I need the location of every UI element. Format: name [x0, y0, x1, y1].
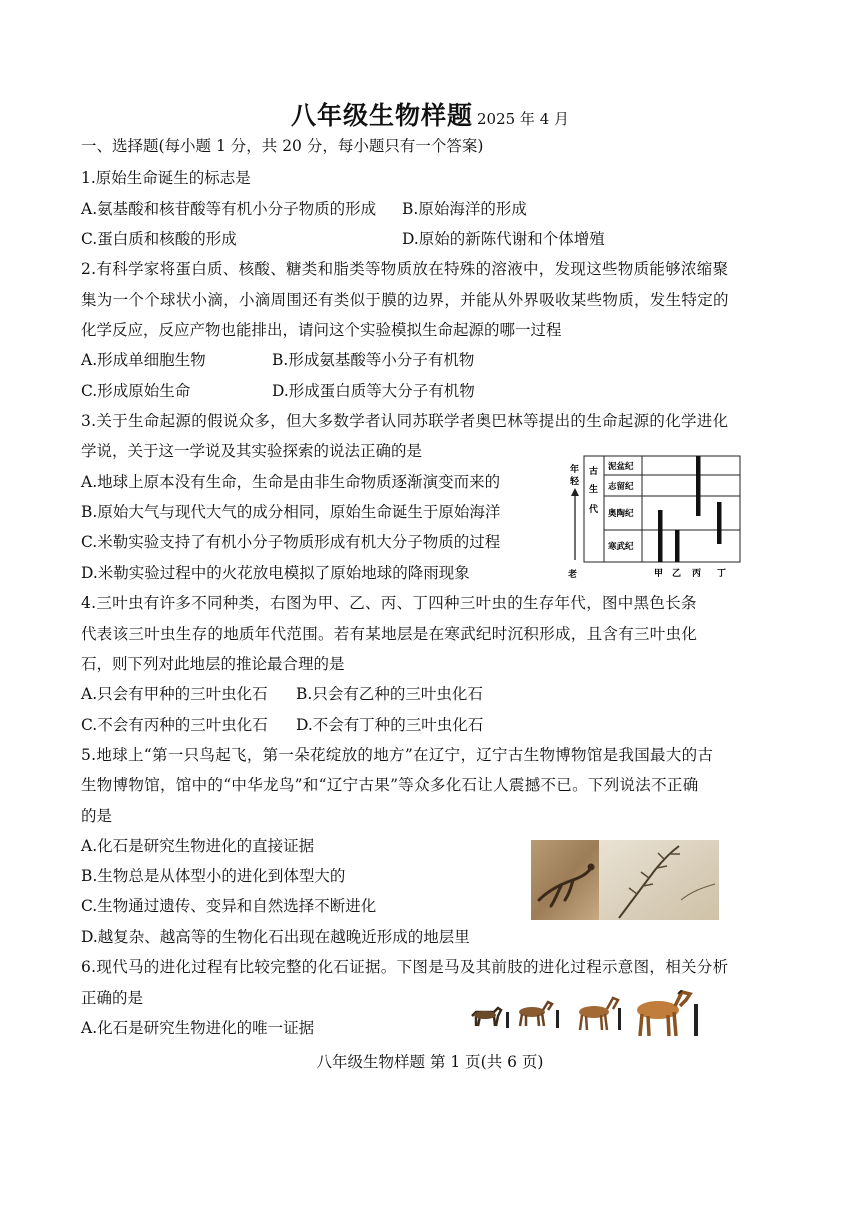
q5-option-b: B.生物总是从体型小的进化到体型大的	[81, 867, 346, 885]
range-bar-bing	[696, 456, 701, 516]
q5-option-a: A.化石是研究生物进化的直接证据	[81, 837, 315, 855]
q2-option-d: D.形成蛋白质等大分子有机物	[272, 382, 475, 400]
q2-option-b: B.形成氨基酸等小分子有机物	[272, 351, 475, 369]
trilobite-range-figure	[564, 452, 754, 584]
q1-stem: 1.原始生命诞生的标志是	[81, 169, 251, 187]
q4-line2: 代表该三叶虫生存的地质年代范围。若有某地层是在寒武纪时沉积形成，且含有三叶虫化	[81, 625, 698, 643]
q4-option-d: D.不会有丁种的三叶虫化石	[296, 716, 484, 734]
section-heading: 一、选择题(每小题 1 分，共 20 分，每小题只有一个答案)	[81, 137, 484, 155]
q4-line3: 石，则下列对此地层的推论最合理的是	[81, 655, 345, 673]
exam-date: 2025 年 4 月	[476, 110, 570, 128]
axis-top-char1: 年	[570, 465, 580, 475]
period-label: 寒武纪	[608, 542, 634, 552]
q6-line2: 正确的是	[81, 989, 144, 1007]
era-char-2: 生	[589, 485, 599, 495]
q4-option-b: B.只会有乙种的三叶虫化石	[296, 685, 483, 703]
q3-option-a: A.地球上原本没有生命，生命是由非生命物质逐渐演变而来的	[81, 473, 501, 491]
q6-line1: 6.现代马的进化过程有比较完整的化石证据。下图是马及其前肢的进化过程示意图，相关分析	[81, 958, 729, 976]
q1-option-b: B.原始海洋的形成	[402, 200, 527, 218]
range-bar-jia	[658, 510, 663, 562]
eohippus-stage	[472, 1008, 509, 1028]
q5-option-c: C.生物通过遗传、变异和自然选择不断进化	[81, 897, 377, 915]
period-label: 泥盆纪	[608, 462, 634, 472]
era-char-1: 古	[589, 467, 599, 477]
mesohippus-stage	[519, 1002, 559, 1028]
q4-option-a: A.只会有甲种的三叶虫化石	[81, 685, 268, 703]
q5-option-d: D.越复杂、越高等的生物化石出现在越晚近形成的地层里	[81, 928, 470, 946]
archaefructus-slab	[599, 840, 719, 920]
q3-line2: 学说，关于这一学说及其实验探索的说法正确的是	[81, 442, 423, 460]
q3-line1: 3.关于生命起源的假说众多，但大多数学者认同苏联学者奥巴林等提出的生命起源的化学进化	[81, 412, 729, 430]
fossil-photo	[531, 840, 719, 920]
q2-line2: 集为一个个球状小滴，小滴周围还有类似于膜的边界，并能从外界吸收某些物质，发生特定的	[81, 291, 729, 309]
merychippus-stage	[579, 998, 621, 1030]
period-label: 志留纪	[608, 482, 634, 492]
q4-option-c: C.不会有丙种的三叶虫化石	[81, 716, 268, 734]
q2-option-c: C.形成原始生命	[81, 382, 191, 400]
axis-bottom-label: 老	[568, 570, 578, 580]
range-bar-ding	[717, 502, 722, 544]
species-label: 甲	[654, 569, 664, 579]
fossil-head	[588, 864, 595, 871]
q1-option-c: C.蛋白质和核酸的形成	[81, 230, 237, 248]
species-label: 丙	[692, 569, 702, 579]
q2-line3: 化学反应，反应产物也能排出，请问这个实验模拟生命起源的哪一过程	[81, 321, 562, 339]
equus-stage	[637, 990, 698, 1036]
q3-option-c: C.米勒实验支持了有机小分子物质形成有机大分子物质的过程	[81, 533, 501, 551]
q5-line1: 5.地球上“第一只鸟起飞，第一朵花绽放的地方”在辽宁，辽宁古生物博物馆是我国最大的古	[81, 746, 714, 764]
q3-option-d: D.米勒实验过程中的火花放电模拟了原始地球的降雨现象	[81, 564, 470, 582]
sinosauropteryx-slab	[531, 840, 601, 920]
q5-line3: 的是	[81, 807, 113, 825]
age-axis-arrow	[571, 488, 579, 496]
era-char-3: 代	[589, 505, 599, 515]
period-label: 奥陶纪	[608, 509, 634, 519]
q1-option-d: D.原始的新陈代谢和个体增殖	[402, 230, 605, 248]
species-label: 乙	[672, 569, 682, 579]
q4-line1: 4.三叶虫有许多不同种类，右图为甲、乙、丙、丁四种三叶虫的生存年代，图中黑色长条	[81, 594, 697, 612]
range-bar-yi	[675, 530, 680, 562]
q6-option-a: A.化石是研究生物进化的唯一证据	[81, 1019, 315, 1037]
q3-option-b: B.原始大气与现代大气的成分相同，原始生命诞生于原始海洋	[81, 503, 501, 521]
q5-line2: 生物博物馆，馆中的“中华龙鸟”和“辽宁古果”等众多化石让人震撼不已。下列说法不正确	[81, 776, 699, 794]
q2-line1: 2.有科学家将蛋白质、核酸、糖类和脂类等物质放在特殊的溶液中，发现这些物质能够浓缩聚	[81, 260, 729, 278]
species-label: 丁	[717, 569, 727, 579]
page-title: 八年级生物样题	[290, 101, 473, 130]
horse-evolution-figure	[468, 990, 702, 1042]
q1-option-a: A.氨基酸和核苷酸等有机小分子物质的形成	[81, 200, 377, 218]
page-footer: 八年级生物样题 第 1 页(共 6 页)	[316, 1053, 544, 1071]
q2-option-a: A.形成单细胞生物	[81, 351, 206, 369]
axis-top-char2: 轻	[570, 477, 580, 487]
title-row	[0, 96, 860, 132]
